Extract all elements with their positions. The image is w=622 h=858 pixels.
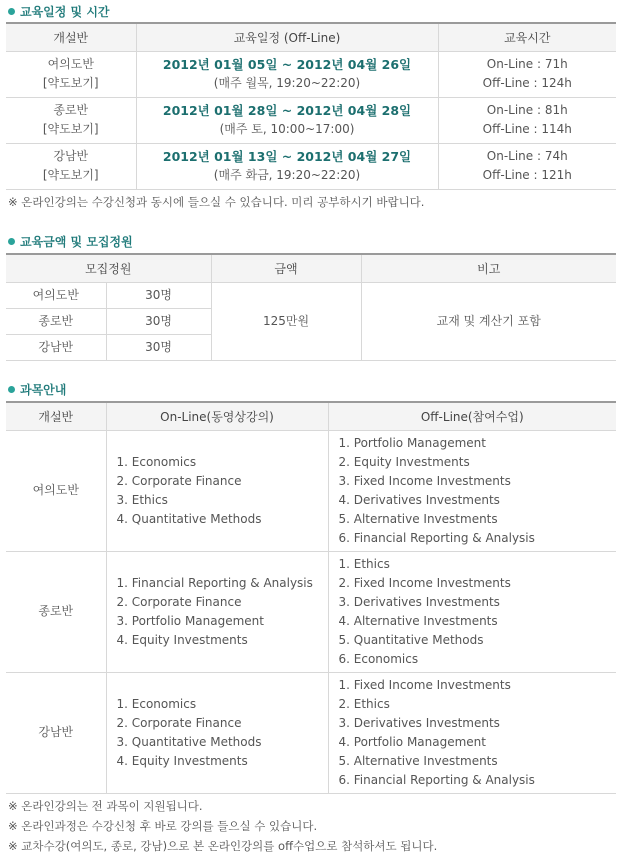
course-item: 1. Ethics [338, 556, 390, 571]
course-item: 3. Ethics [116, 492, 168, 507]
fees-header-row [6, 254, 616, 282]
course-item: 4. Quantitative Methods [116, 511, 262, 526]
course-item: 3. Portfolio Management [116, 613, 264, 628]
courses-row [6, 551, 616, 672]
course-item: 4. Equity Investments [116, 753, 248, 768]
header-capacity: 모집정원 [6, 254, 211, 282]
courses-note: ※ 교차수강(여의도, 종로, 강남)으로 본 온라인강의를 off수업으로 참석하셔도 됩니다. [8, 839, 438, 853]
course-item: 2. Corporate Finance [116, 715, 242, 730]
branch-name: 종로반 [6, 308, 106, 334]
course-item: 1. Economics [116, 454, 197, 469]
course-item: 2. Fixed Income Investments [338, 575, 511, 590]
schedule-row [6, 51, 616, 97]
remark-value: 교재 및 계산기 포함 [361, 282, 616, 360]
schedule-header-row [6, 23, 616, 51]
offline-hours: Off-Line : 124h [482, 76, 572, 90]
schedule-date: 2012년 01월 05일 ~ 2012년 04월 26일 [162, 57, 412, 72]
capacity-count: 30명 [106, 282, 211, 308]
schedule-row [6, 143, 616, 189]
course-item: 4. Equity Investments [116, 632, 248, 647]
course-item: 5. Alternative Investments [338, 511, 498, 526]
capacity-count: 30명 [106, 308, 211, 334]
course-item: 5. Alternative Investments [338, 753, 498, 768]
branch-name: 종로반 [53, 103, 89, 117]
online-hours: On-Line : 74h [486, 149, 568, 163]
course-item: 1. Fixed Income Investments [338, 677, 511, 692]
course-item: 2. Equity Investments [338, 454, 470, 469]
course-item: 3. Quantitative Methods [116, 734, 262, 749]
fees-row [6, 282, 616, 308]
map-link[interactable]: [약도보기] [42, 168, 99, 182]
offline-hours: Off-Line : 114h [482, 122, 572, 136]
course-item: 2. Ethics [338, 696, 390, 711]
schedule-days: (매주 토, 10:00~17:00) [219, 122, 355, 136]
course-item: 4. Alternative Investments [338, 613, 498, 628]
course-item: 2. Corporate Finance [116, 594, 242, 609]
course-item: 4. Derivatives Investments [338, 492, 500, 507]
course-item: 6. Financial Reporting & Analysis [338, 772, 535, 787]
online-hours: On-Line : 81h [486, 103, 568, 117]
header-schedule: 교육일정 (Off-Line) [136, 23, 438, 51]
schedule-date: 2012년 01월 28일 ~ 2012년 04월 28일 [162, 103, 412, 118]
header-price: 금액 [211, 254, 361, 282]
course-item: 2. Corporate Finance [116, 473, 242, 488]
schedule-note: ※ 온라인강의는 수강신청과 동시에 들으실 수 있습니다. 미리 공부하시기 바랍니다. [8, 195, 425, 209]
schedule-section-title: 교육일정 및 시간 [8, 4, 110, 20]
branch-name: 종로반 [6, 551, 106, 672]
course-item: 1. Portfolio Management [338, 435, 486, 450]
course-item: 3. Fixed Income Investments [338, 473, 511, 488]
schedule-date: 2012년 01월 13일 ~ 2012년 04월 27일 [162, 149, 412, 164]
course-item: 6. Financial Reporting & Analysis [338, 530, 535, 545]
online-course-list [106, 551, 328, 672]
branch-name: 강남반 [53, 149, 89, 163]
schedule-days: (매주 월목, 19:20~22:20) [213, 76, 361, 90]
bullet-icon [8, 8, 15, 15]
capacity-count: 30명 [106, 334, 211, 360]
header-branch: 개설반 [6, 23, 136, 51]
map-link[interactable]: [약도보기] [42, 76, 99, 90]
map-link[interactable]: [약도보기] [42, 122, 99, 136]
online-course-list [106, 430, 328, 551]
courses-header-row [6, 402, 616, 430]
header-remark: 비고 [361, 254, 616, 282]
courses-note: ※ 온라인과정은 수강신청 후 바로 강의를 들으실 수 있습니다. [8, 819, 318, 833]
branch-name: 강남반 [6, 334, 106, 360]
offline-course-list [328, 551, 616, 672]
offline-course-list [328, 430, 616, 551]
fees-section-title: 교육금액 및 모집정원 [8, 234, 133, 250]
fees-table [6, 253, 616, 361]
header-online: On-Line(동영상강의) [106, 402, 328, 430]
branch-name: 여의도반 [6, 282, 106, 308]
courses-note: ※ 온라인강의는 전 과목이 지원됩니다. [8, 799, 203, 813]
header-branch: 개설반 [6, 402, 106, 430]
course-item: 1. Economics [116, 696, 197, 711]
bullet-icon [8, 386, 15, 393]
price-value: 125만원 [211, 282, 361, 360]
offline-hours: Off-Line : 121h [482, 168, 572, 182]
online-hours: On-Line : 71h [486, 57, 568, 71]
courses-row [6, 430, 616, 551]
bullet-icon [8, 238, 15, 245]
schedule-days: (매주 화금, 19:20~22:20) [213, 168, 361, 182]
branch-name: 여의도반 [47, 57, 94, 71]
offline-course-list [328, 672, 616, 793]
header-hours: 교육시간 [438, 23, 616, 51]
course-item: 4. Portfolio Management [338, 734, 486, 749]
courses-section-title: 과목안내 [8, 382, 66, 398]
course-item: 1. Financial Reporting & Analysis [116, 575, 313, 590]
courses-table [6, 401, 616, 794]
online-course-list [106, 672, 328, 793]
courses-row [6, 672, 616, 793]
schedule-row [6, 97, 616, 143]
course-item: 6. Economics [338, 651, 419, 666]
branch-name: 강남반 [6, 672, 106, 793]
branch-name: 여의도반 [6, 430, 106, 551]
header-offline: Off-Line(참여수업) [328, 402, 616, 430]
course-item: 3. Derivatives Investments [338, 594, 500, 609]
course-item: 3. Derivatives Investments [338, 715, 500, 730]
schedule-table [6, 22, 616, 190]
course-item: 5. Quantitative Methods [338, 632, 484, 647]
